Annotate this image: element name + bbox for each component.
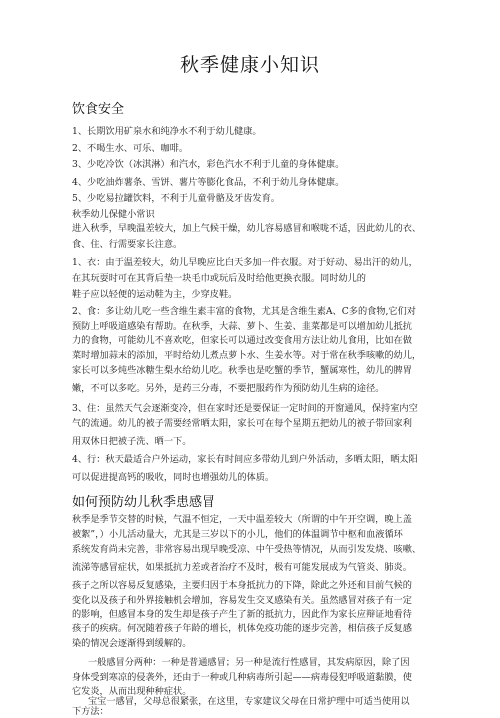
text-line: 气的流通。幼儿的被子需要经常晒太阳，家长可在每个星期五把幼儿的被子带回家利 [72,418,412,429]
text-line: 系统发育尚未完善，非常容易出现早晚受凉、中午受热等情况，从而引发发烧、咳嗽、 [72,544,422,555]
text-line: 家长可以多炖些冰糖生梨水给幼儿吃。秋季也是吃蟹的季节，蟹属寒性，幼儿的脾胃 [72,365,412,376]
text-line: 2、不喝生水、可乐、咖啡。 [72,143,189,154]
text-line: 4、行：秋天最适合户外运动，家长有时间应多带幼儿到户外活动，多晒太阳，晒太阳 [72,454,418,465]
text-line: 力的食物，可能幼儿不喜欢吃，但家长可以通过改变食用方法让幼儿食用，比如在做 [72,335,412,346]
text-line: 食、住、行需要家长注意。 [72,239,183,250]
text-line: 预防上呼吸道感染有帮助。在秋季，大蒜、萝卜、生姜、韭菜都是可以增加幼儿抵抗 [72,321,412,332]
text-line: 鞋子应以轻便的运动鞋为主，少穿皮鞋。 [72,289,238,300]
text-line: 用双休日把被子洗、晒一下。 [72,436,192,447]
text-line: 4、少吃油炸薯条、雪饼、薯片等膨化食品，不利于幼儿身体健康。 [72,177,345,188]
section-heading-diet: 饮食安全 [72,102,125,117]
text-line: 3、少吃冷饮（冰淇淋）和汽水，彩色汽水不利于儿童的身体健康。 [72,159,345,170]
text-line: 染的情况会逐渐得到缓解的。 [72,638,192,649]
text-line: 5、少吃易拉罐饮料，不利于儿童骨骼及牙齿发育。 [72,193,280,204]
text-line: 变化以及孩子和外界接触机会增加，容易发生交叉感染有关。虽然感冒对孩子有一定 [72,595,412,606]
text-line: 嫩，不可以多吃。另外，是药三分毒，不要把服药作为预防幼儿生病的途径。 [72,383,385,394]
text-line: 孩子的疾病。何况随着孩子年龄的增长，机体免疫功能的逐步完善，相信孩子反复感 [72,623,412,634]
text-line: 进入秋季，早晚温差较大，加上气候干燥，幼儿容易感冒和喉咙不适，因此幼儿的衣、 [72,223,422,234]
text-line: 孩子之所以容易反复感染，主要归因于本身抵抗力的下降，除此之外还和目前气候的 [72,580,412,591]
subheading: 秋季幼儿保健小常识 [72,209,155,220]
text-line: 它发炎，从而出现种种症状。 [72,686,192,697]
text-line: 可以促进提高钙的吸收，同时也增强幼儿的体质。 [72,472,275,483]
text-line: 的影响，但感冒本身的发生却是孩子产生了新的抵抗力，因此作为家长应辩证地看待 [72,609,412,620]
text-line: 被絮”，）小儿活动量大，尤其是三岁以下的小儿，他们的体温调节中枢和血液循环 [72,529,403,540]
text-line: 身体受到寒凉的侵袭外，还由于一种或几种病毒所引起——病毒侵犯呼吸道黏膜，使 [72,672,412,683]
text-line: 菜时增加蒜末的添加，平时给幼儿煮点萝卜水、生姜水等。对于常在秋季咳嗽的幼儿， [72,350,422,361]
text-line: 下方法： [72,706,109,717]
text-line: 秋季是季节交替的时候，气温不恒定，一天中温差较大（所谓的中午开空调，晚上盖 [72,514,412,525]
text-line: 1、长期饮用矿泉水和纯净水不利于幼儿健康。 [72,126,262,137]
text-line: 3、住：虽然天气会逐渐变冷，但在家时还是要保证一定时间的开窗通风，保持室内空 [72,403,418,414]
text-line: 1、衣：由于温差较大，幼儿早晚应比白天多加一件衣服。对于好动、易出汗的幼儿， [72,257,418,268]
text-line: 2、食：多让幼儿吃一些含维生素丰富的食物，尤其是含维生素A、C多的食物,它们对 [72,306,416,317]
text-line: 一般感冒分两种：一种是普通感冒；另一种是流行性感冒，其发病原因，除了因 [88,657,410,668]
text-line: 宝宝一感冒，父母总很紧张，在这里，专家建议父母在日常护理中可适当使用以 [88,696,410,707]
page-title: 秋季健康小知识 [179,54,320,76]
section-heading-cold-prevention: 如何预防幼儿秋季患感冒 [72,495,216,510]
text-line: 流涕等感冒症状，如果抵抗力差或者治疗不及时，极有可能发展成为气管炎、肺炎。 [72,562,412,573]
text-line: 在其玩耍时可在其背后垫一块毛巾或玩后及时给他更换衣服。同时幼儿的 [72,273,366,284]
